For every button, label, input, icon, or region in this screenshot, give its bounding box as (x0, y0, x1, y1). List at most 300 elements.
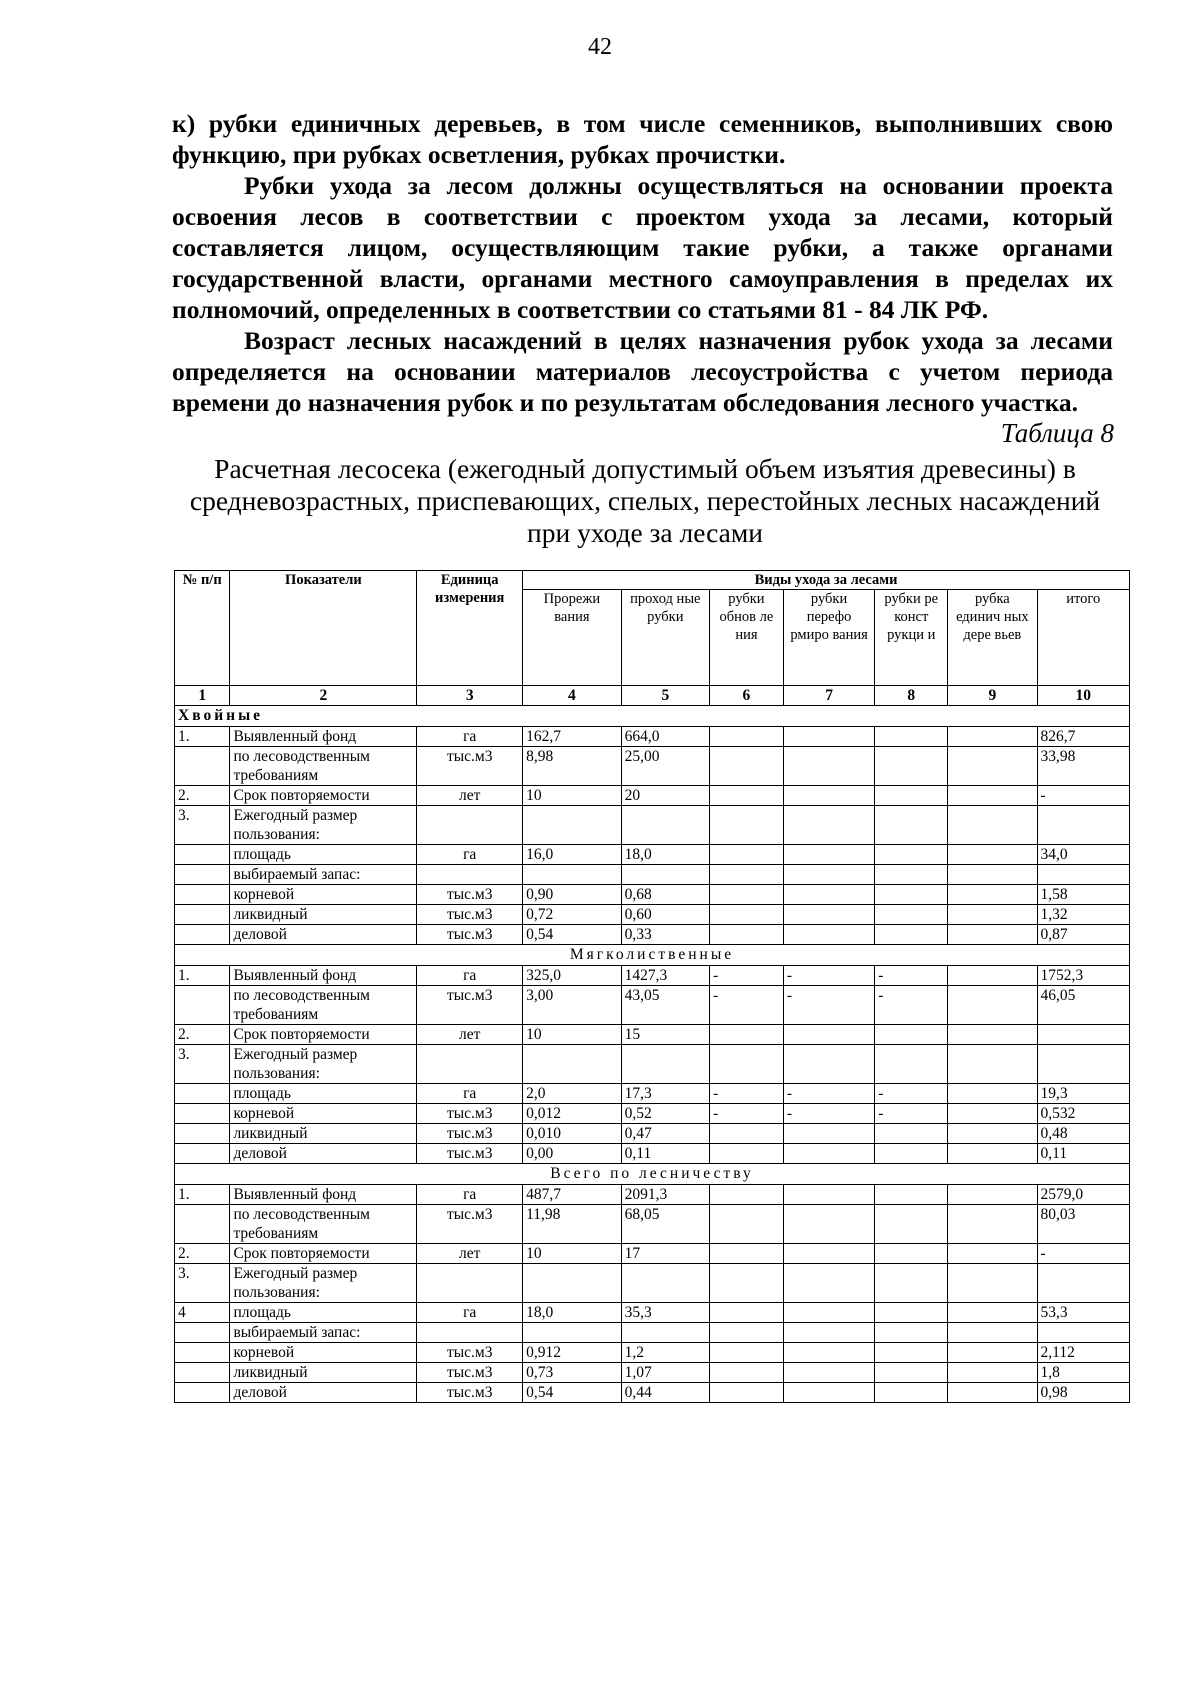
table-cell: 0,11 (621, 1144, 709, 1164)
table-row (175, 806, 1130, 845)
table-cell (709, 905, 783, 925)
table-cell (783, 786, 874, 806)
table-cell: 4 (175, 1303, 230, 1323)
table-row (175, 1244, 1130, 1264)
table-cell: - (1037, 786, 1129, 806)
table-cell (175, 1343, 230, 1363)
table-cell (709, 1323, 783, 1343)
table-cell: - (875, 986, 948, 1025)
table-cell (875, 925, 948, 945)
table-cell: - (875, 1104, 948, 1124)
table-cell (175, 1084, 230, 1104)
table-cell (523, 1323, 622, 1343)
table-cell: 1,58 (1037, 885, 1129, 905)
table-cell (175, 845, 230, 865)
table-cell (175, 905, 230, 925)
table-row (175, 1323, 1130, 1343)
table-cell (175, 747, 230, 786)
table-cell: - (709, 986, 783, 1025)
table-cell: - (875, 966, 948, 986)
table-cell: 0,11 (1037, 1144, 1129, 1164)
table-cell (875, 1383, 948, 1403)
table-cell (948, 1185, 1037, 1205)
table-cell: 487,7 (523, 1185, 622, 1205)
section-row (175, 706, 1130, 727)
table-cell (417, 865, 523, 885)
table-cell (783, 727, 874, 747)
table-cell: площадь (230, 1303, 417, 1323)
header-type: Прорежи вания (523, 590, 622, 686)
table-cell (417, 1264, 523, 1303)
table-row (175, 1383, 1130, 1403)
header-types-group: Виды ухода за лесами (523, 571, 1130, 590)
table-cell (948, 1323, 1037, 1343)
table-cell: га (417, 845, 523, 865)
table-cell: 68,05 (621, 1205, 709, 1244)
table-cell (875, 845, 948, 865)
table-cell: 17 (621, 1244, 709, 1264)
table-cell (175, 1104, 230, 1124)
table-cell (621, 1323, 709, 1343)
table-cell: выбираемый запас: (230, 865, 417, 885)
table-cell (1037, 865, 1129, 885)
table-cell (783, 1025, 874, 1045)
table-row (175, 905, 1130, 925)
table-cell: корневой (230, 1104, 417, 1124)
table-cell: - (1037, 1244, 1129, 1264)
column-number: 2 (230, 686, 417, 706)
table-cell: 0,47 (621, 1124, 709, 1144)
table-cell: 325,0 (523, 966, 622, 986)
table-cell: 35,3 (621, 1303, 709, 1323)
table-cell: га (417, 727, 523, 747)
table-cell (948, 786, 1037, 806)
table-cell (948, 1084, 1037, 1104)
table-cell: 34,0 (1037, 845, 1129, 865)
table-cell (875, 1343, 948, 1363)
table-cell (875, 1185, 948, 1205)
table-cell (783, 885, 874, 905)
table-cell: 0,72 (523, 905, 622, 925)
table-cell (417, 806, 523, 845)
table-cell (948, 747, 1037, 786)
table-cell (783, 1244, 874, 1264)
table-cell (875, 1124, 948, 1144)
table-cell (875, 727, 948, 747)
table-cell: выбираемый запас: (230, 1323, 417, 1343)
table-cell (783, 806, 874, 845)
table-cell: площадь (230, 1084, 417, 1104)
table-cell (875, 1045, 948, 1084)
column-number: 8 (875, 686, 948, 706)
table-cell (948, 905, 1037, 925)
table-cell (1037, 806, 1129, 845)
table-cell: 0,912 (523, 1343, 622, 1363)
table-cell: 162,7 (523, 727, 622, 747)
table-cell (875, 1144, 948, 1164)
section-title: Хвойные (175, 706, 1130, 727)
table-cell: Выявленный фонд (230, 727, 417, 747)
table-cell (709, 1144, 783, 1164)
table-cell: 1427,3 (621, 966, 709, 986)
table-cell (948, 727, 1037, 747)
table-cell (948, 1343, 1037, 1363)
section-row (175, 1164, 1130, 1185)
table-cell: 80,03 (1037, 1205, 1129, 1244)
table-cell (709, 1025, 783, 1045)
table-cell: 0,68 (621, 885, 709, 905)
table-cell: лет (417, 786, 523, 806)
table-cell: 0,90 (523, 885, 622, 905)
table-cell: 18,0 (621, 845, 709, 865)
table-cell (709, 1124, 783, 1144)
table-cell: 0,33 (621, 925, 709, 945)
table-cell: Ежегодный размер пользования: (230, 806, 417, 845)
table-row (175, 1045, 1130, 1084)
table-cell: 15 (621, 1025, 709, 1045)
table-cell (175, 1205, 230, 1244)
header-type: рубка единич ных дере вьев (948, 590, 1037, 686)
table-cell (709, 1045, 783, 1084)
table-cell (948, 966, 1037, 986)
section-title: Мягколиственные (175, 945, 1130, 966)
table-cell: площадь (230, 845, 417, 865)
table-cell: Выявленный фонд (230, 966, 417, 986)
table-cell (783, 1323, 874, 1343)
table-cell (783, 747, 874, 786)
table-cell (948, 925, 1037, 945)
table-cell (875, 806, 948, 845)
table-cell: деловой (230, 1383, 417, 1403)
table-row (175, 1303, 1130, 1323)
table-cell (417, 1323, 523, 1343)
table-cell: га (417, 1303, 523, 1323)
table-cell: Ежегодный размер пользования: (230, 1264, 417, 1303)
table-cell: 2091,3 (621, 1185, 709, 1205)
table-cell (1037, 1323, 1129, 1343)
table-cell (175, 1124, 230, 1144)
table-cell (523, 1264, 622, 1303)
table-cell: 826,7 (1037, 727, 1129, 747)
table-cell (783, 1124, 874, 1144)
table-cell: тыс.м3 (417, 925, 523, 945)
table-cell: тыс.м3 (417, 1383, 523, 1403)
section-title: Всего по лесничеству (175, 1164, 1130, 1185)
table-cell: - (783, 966, 874, 986)
table-cell: - (709, 966, 783, 986)
table-cell: га (417, 966, 523, 986)
table-cell: 1. (175, 1185, 230, 1205)
table-cell (621, 1264, 709, 1303)
table-cell (709, 1363, 783, 1383)
table-cell (709, 1244, 783, 1264)
table-cell: тыс.м3 (417, 747, 523, 786)
table-cell (948, 865, 1037, 885)
table-cell: 0,73 (523, 1363, 622, 1383)
header-no: № п/п (175, 571, 230, 686)
table-cell: 0,52 (621, 1104, 709, 1124)
table-cell: 0,012 (523, 1104, 622, 1124)
table-row (175, 1343, 1130, 1363)
table-cell: 0,010 (523, 1124, 622, 1144)
header-type: рубки ре конст рукци и (875, 590, 948, 686)
table-cell (709, 747, 783, 786)
table-row (175, 925, 1130, 945)
table-cell: Срок повторяемости (230, 786, 417, 806)
table-cell: га (417, 1084, 523, 1104)
table-cell (875, 786, 948, 806)
table-row (175, 1104, 1130, 1124)
table-cell: 3,00 (523, 986, 622, 1025)
table-cell: 3. (175, 1264, 230, 1303)
table-row (175, 845, 1130, 865)
table-cell: 25,00 (621, 747, 709, 786)
table-cell (175, 1323, 230, 1343)
table-cell: 3. (175, 806, 230, 845)
table-cell (783, 1205, 874, 1244)
table-cell: 1752,3 (1037, 966, 1129, 986)
table-cell (783, 1185, 874, 1205)
header-unit: Единица измерения (417, 571, 523, 686)
table-cell (783, 1144, 874, 1164)
table-cell (709, 1205, 783, 1244)
table-cell (523, 865, 622, 885)
column-number: 5 (621, 686, 709, 706)
table-cell (621, 806, 709, 845)
table-cell (175, 865, 230, 885)
table-cell (783, 1303, 874, 1323)
header-indicator: Показатели (230, 571, 417, 686)
table-cell: - (709, 1104, 783, 1124)
table-cell: тыс.м3 (417, 1343, 523, 1363)
table-cell (783, 1383, 874, 1403)
table-cell (1037, 1264, 1129, 1303)
column-number: 7 (783, 686, 874, 706)
table-cell: 53,3 (1037, 1303, 1129, 1323)
table-cell (175, 1144, 230, 1164)
table-cell (709, 885, 783, 905)
table-cell (948, 806, 1037, 845)
table-row (175, 1025, 1130, 1045)
table-row (175, 1185, 1130, 1205)
table-cell: ликвидный (230, 1124, 417, 1144)
table-cell (523, 1045, 622, 1084)
table-row (175, 1144, 1130, 1164)
column-number: 1 (175, 686, 230, 706)
table-row (175, 885, 1130, 905)
table-cell (948, 1104, 1037, 1124)
table-body (175, 686, 1130, 1403)
table-cell (783, 905, 874, 925)
table-cell: 2. (175, 1025, 230, 1045)
table-cell: 0,87 (1037, 925, 1129, 945)
table-cell: 0,44 (621, 1383, 709, 1403)
table-title: Расчетная лесосека (ежегодный допустимый объем изъятия древесины) в средневозрастных, приспевающих, спелых, перестойных лесных насаждений при уходе за лесами (189, 453, 1101, 548)
table-cell: 10 (523, 1025, 622, 1045)
table-cell: 33,98 (1037, 747, 1129, 786)
table-cell: тыс.м3 (417, 1104, 523, 1124)
table-cell: 20 (621, 786, 709, 806)
table-cell: 10 (523, 1244, 622, 1264)
table-cell (875, 1025, 948, 1045)
table-cell: Срок повторяемости (230, 1244, 417, 1264)
table-cell (1037, 1025, 1129, 1045)
table-cell (175, 1363, 230, 1383)
section-row (175, 945, 1130, 966)
table-cell: ликвидный (230, 1363, 417, 1383)
table-cell: - (783, 1084, 874, 1104)
table-cell: по лесоводственным требованиям (230, 986, 417, 1025)
table-cell: 46,05 (1037, 986, 1129, 1025)
column-number-row (175, 686, 1130, 706)
table-cell (709, 865, 783, 885)
table-row (175, 747, 1130, 786)
table-cell (783, 845, 874, 865)
table-cell (709, 925, 783, 945)
table-cell (175, 925, 230, 945)
table-row (175, 1363, 1130, 1383)
table-cell: деловой (230, 1144, 417, 1164)
table-cell: 43,05 (621, 986, 709, 1025)
table-cell (948, 1363, 1037, 1383)
table-cell: 0,532 (1037, 1104, 1129, 1124)
table-cell: корневой (230, 885, 417, 905)
table-cell (783, 1363, 874, 1383)
table-row (175, 865, 1130, 885)
header-type: проход ные рубки (621, 590, 709, 686)
table-cell: по лесоводственным требованиям (230, 747, 417, 786)
table-cell (948, 1144, 1037, 1164)
table-cell (709, 1264, 783, 1303)
table-cell: 1. (175, 727, 230, 747)
table-cell (875, 1264, 948, 1303)
table-cell (417, 1045, 523, 1084)
table-cell: 1. (175, 966, 230, 986)
table-cell (523, 806, 622, 845)
table-cell: Ежегодный размер пользования: (230, 1045, 417, 1084)
table-cell: 2. (175, 1244, 230, 1264)
table-cell: лет (417, 1025, 523, 1045)
table-cell (783, 1264, 874, 1303)
table-cell: - (783, 986, 874, 1025)
body-text (172, 108, 1113, 418)
column-number: 6 (709, 686, 783, 706)
table-cell (783, 1045, 874, 1084)
table-cell (948, 986, 1037, 1025)
table-cell: Срок повторяемости (230, 1025, 417, 1045)
table-cell: 0,48 (1037, 1124, 1129, 1144)
table-cell: - (709, 1084, 783, 1104)
table-cell: 0,60 (621, 905, 709, 925)
table-cell (709, 845, 783, 865)
table-cell: 0,98 (1037, 1383, 1129, 1403)
paragraph: Возраст лесных насаждений в целях назначения рубок ухода за лесами определяется на основании материалов лесоустройства с учетом периода времени до назначения рубок и по результатам обследования лесного участка. (172, 326, 1113, 417)
table-cell: 1,8 (1037, 1363, 1129, 1383)
table-cell: 2. (175, 786, 230, 806)
table-cell: 17,3 (621, 1084, 709, 1104)
table-cell: 3. (175, 1045, 230, 1084)
table-cell (875, 747, 948, 786)
table-cell (948, 1045, 1037, 1084)
table-cell: 11,98 (523, 1205, 622, 1244)
table-cell: 18,0 (523, 1303, 622, 1323)
table-cell: ликвидный (230, 905, 417, 925)
table-cell: тыс.м3 (417, 1124, 523, 1144)
table-cell: Выявленный фонд (230, 1185, 417, 1205)
table-row (175, 1084, 1130, 1104)
table-cell (783, 925, 874, 945)
table-cell (175, 885, 230, 905)
header-type: рубки перефо рмиро вания (783, 590, 874, 686)
table-cell (948, 1205, 1037, 1244)
table-row (175, 986, 1130, 1025)
table-cell (709, 1343, 783, 1363)
table-row (175, 786, 1130, 806)
table-cell: - (875, 1084, 948, 1104)
table-cell (875, 1244, 948, 1264)
table-cell (621, 1045, 709, 1084)
table-cell (175, 986, 230, 1025)
table-cell: 2,112 (1037, 1343, 1129, 1363)
table-cell (709, 806, 783, 845)
table-cell (875, 1205, 948, 1244)
table-cell: 1,32 (1037, 905, 1129, 925)
table-cell: 2579,0 (1037, 1185, 1129, 1205)
table-cell: 19,3 (1037, 1084, 1129, 1104)
table-label: Таблица 8 (1000, 418, 1114, 448)
table-cell (875, 885, 948, 905)
table-cell (875, 905, 948, 925)
table-cell: 664,0 (621, 727, 709, 747)
page-number: 42 (588, 34, 612, 60)
table-cell (709, 786, 783, 806)
table-cell (783, 865, 874, 885)
forest-cut-table (174, 570, 1130, 1403)
table-cell (948, 1303, 1037, 1323)
table-row (175, 1205, 1130, 1244)
table-cell (948, 1383, 1037, 1403)
table-cell: тыс.м3 (417, 1363, 523, 1383)
column-number: 4 (523, 686, 622, 706)
table-cell: по лесоводственным требованиям (230, 1205, 417, 1244)
column-number: 9 (948, 686, 1037, 706)
table-cell: лет (417, 1244, 523, 1264)
paragraph: к) рубки единичных деревьев, в том числе семенников, выполнивших свою функцию, при рубках осветления, рубках прочистки. (172, 109, 1113, 169)
table-cell: 2,0 (523, 1084, 622, 1104)
table-cell: тыс.м3 (417, 1144, 523, 1164)
table-cell (783, 1343, 874, 1363)
column-number: 3 (417, 686, 523, 706)
table-cell: корневой (230, 1343, 417, 1363)
table-cell (948, 845, 1037, 865)
table-cell (709, 727, 783, 747)
table-cell: га (417, 1185, 523, 1205)
table-row (175, 727, 1130, 747)
table-cell: тыс.м3 (417, 986, 523, 1025)
table-cell: 0,00 (523, 1144, 622, 1164)
table-cell: 1,07 (621, 1363, 709, 1383)
table-cell (709, 1185, 783, 1205)
table-cell (948, 1244, 1037, 1264)
table-cell: деловой (230, 925, 417, 945)
table-cell (621, 865, 709, 885)
table-cell (875, 1323, 948, 1343)
table-cell: - (783, 1104, 874, 1124)
table-cell: тыс.м3 (417, 1205, 523, 1244)
table-cell: 0,54 (523, 925, 622, 945)
header-type: рубки обнов ле ния (709, 590, 783, 686)
table-cell (709, 1383, 783, 1403)
